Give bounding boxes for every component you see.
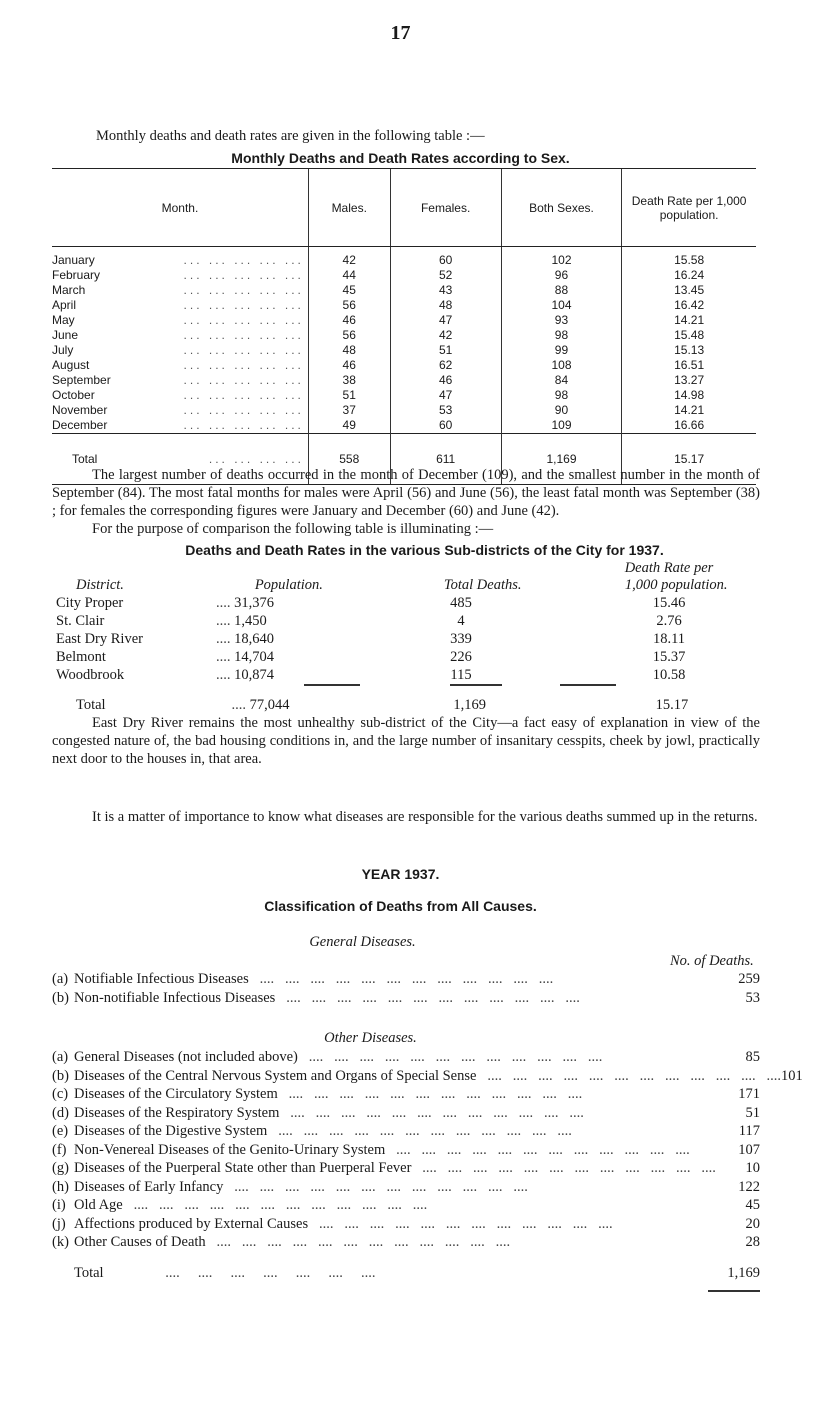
district-population: 18,640	[234, 631, 274, 647]
district-population: 31,376	[234, 595, 274, 611]
district-total-deaths-value: 4	[457, 613, 465, 629]
district-row: City Proper .... 31,376 485 15.46	[56, 594, 772, 612]
both-sexes-value: 90	[501, 403, 622, 418]
death-rate-value: 16.51	[622, 358, 756, 373]
other-diseases-list	[52, 1048, 803, 1252]
death-rate-value: 15.13	[622, 343, 756, 358]
item-label: Diseases of the Central Nervous System and Organs of Special Sense	[74, 1067, 477, 1084]
district-name: Belmont	[56, 649, 106, 665]
district-name: City Proper	[56, 595, 124, 611]
both-sexes-value: 98	[501, 388, 622, 403]
paragraph-largest-deaths: The largest number of deaths occurred in the month of December (109), and the smallest number in the month of September (84). The most fatal months for males were April (56) and June (56), the least fatal month was September (38) ; for females the corresponding figures were January and December (60) and June (42).	[52, 467, 760, 519]
males-value: 45	[308, 283, 390, 298]
col-header-females: Females.	[390, 169, 501, 247]
rule-grand-total	[708, 1290, 760, 1292]
district-rate-value: 18.11	[652, 631, 686, 647]
table-row: July ... ... ... ... ... 48 51 99 15.13	[52, 343, 756, 358]
both-sexes-value: 104	[501, 298, 622, 313]
district-population: 14,704	[234, 649, 274, 665]
table-row: October ... ... ... ... ... 51 47 98 14.98	[52, 388, 756, 403]
list-item: (f) Non-Venereal Diseases of the Genito-Urinary System .... .... .... .... .... .... .... .... .... .... .... .... 107	[52, 1141, 760, 1158]
list-item: (g) Diseases of the Puerperal State other than Puerperal Fever .... .... .... .... .... .... .... .... .... .... .... .... 10	[52, 1160, 760, 1176]
list-item: (a) General Diseases (not included above) .... .... .... .... .... .... .... .... .... .... .... .... 85	[52, 1049, 760, 1065]
total-row: Total ... ... ... ... 558 611 1,169 15.17	[52, 434, 756, 485]
death-rate-value: 16.24	[622, 268, 756, 283]
death-rate-value: 14.21	[622, 313, 756, 328]
total-females: 611	[390, 434, 501, 485]
both-sexes-value: 109	[501, 418, 622, 434]
females-value: 52	[390, 268, 501, 283]
females-value: 60	[390, 418, 501, 434]
total-both-sexes: 1,169	[501, 434, 622, 485]
both-sexes-value: 84	[501, 373, 622, 388]
district-row: St. Clair .... 1,450 4 2.76	[56, 612, 772, 630]
general-diseases-list	[52, 970, 760, 1007]
district-total-rate: 15.17	[655, 697, 689, 713]
item-death-count: 53	[745, 989, 760, 1006]
item-label: Diseases of the Circulatory System	[74, 1086, 278, 1102]
females-value: 47	[390, 388, 501, 403]
month-name: November	[52, 403, 108, 417]
item-death-count: 10	[745, 1160, 760, 1176]
district-name: Woodbrook	[56, 667, 125, 683]
both-sexes-value: 102	[501, 247, 622, 269]
item-key: (i)	[52, 1197, 66, 1213]
table-row: March ... ... ... ... ... 45 43 88 13.45	[52, 283, 756, 298]
list-item: (e) Diseases of the Digestive System .... .... .... .... .... .... .... .... .... .... .... .... 117	[52, 1123, 760, 1139]
death-rate-value: 13.27	[622, 373, 756, 388]
grand-total-row: Total .... .... .... .... .... .... .... 1,169	[74, 1265, 760, 1281]
item-label: Diseases of the Puerperal State other than Puerperal Fever	[74, 1160, 412, 1176]
item-label: Affections produced by External Causes	[74, 1215, 309, 1232]
month-name: June	[52, 328, 79, 342]
item-key: (b)	[52, 989, 69, 1006]
total-males: 558	[308, 434, 390, 485]
females-value: 42	[390, 328, 501, 343]
death-rate-value: 15.58	[622, 247, 756, 269]
item-death-count: 28	[745, 1234, 760, 1250]
month-name: May	[52, 313, 75, 327]
district-rate-value: 2.76	[656, 613, 682, 629]
col-header-month: Month.	[52, 169, 308, 247]
district-total-label: Total	[76, 697, 106, 713]
item-key: (j)	[52, 1215, 66, 1232]
males-value: 42	[308, 247, 390, 269]
table-row: June ... ... ... ... ... 56 42 98 15.48	[52, 328, 756, 343]
district-total-deaths-value: 115	[450, 667, 472, 683]
females-value: 48	[390, 298, 501, 313]
death-rate-value: 16.66	[622, 418, 756, 434]
death-rate-value: 15.48	[622, 328, 756, 343]
list-item: (j) Affections produced by External Causes .... .... .... .... .... .... .... .... .... .... .... .... 20	[52, 1215, 760, 1232]
females-value: 43	[390, 283, 501, 298]
item-key: (f)	[52, 1141, 67, 1158]
monthly-table-title: Monthly Deaths and Death Rates according to Sex.	[231, 150, 570, 166]
both-sexes-value: 96	[501, 268, 622, 283]
table-row: December ... ... ... ... ... 49 60 109 16.66	[52, 418, 756, 434]
month-name: February	[52, 268, 101, 282]
list-item: (d) Diseases of the Respiratory System .... .... .... .... .... .... .... .... .... .... .... .... 51	[52, 1104, 760, 1121]
item-label: General Diseases (not included above)	[74, 1049, 298, 1065]
females-value: 51	[390, 343, 501, 358]
both-sexes-value: 93	[501, 313, 622, 328]
females-value: 46	[390, 373, 501, 388]
item-death-count: 45	[745, 1197, 760, 1213]
males-value: 56	[308, 298, 390, 313]
list-item: (c) Diseases of the Circulatory System .... .... .... .... .... .... .... .... .... .... .... .... 171	[52, 1086, 760, 1102]
monthly-deaths-table	[52, 168, 756, 485]
district-rate-value: 10.58	[652, 667, 686, 683]
district-rate-header-top: Death Rate per	[624, 560, 714, 576]
males-value: 44	[308, 268, 390, 283]
list-item: (a) Notifiable Infectious Diseases .... .... .... .... .... .... .... .... .... .... .... .... 259	[52, 971, 760, 987]
other-diseases-heading: Other Diseases.	[324, 1030, 417, 1046]
district-table-body	[56, 594, 772, 684]
item-death-count: 101	[780, 1067, 803, 1084]
district-total-population: 77,044	[249, 697, 290, 713]
month-name: July	[52, 343, 74, 357]
table-row: April ... ... ... ... ... 56 48 104 16.42	[52, 298, 756, 313]
death-rate-value: 16.42	[622, 298, 756, 313]
list-item: (b) Non-notifiable Infectious Diseases .... .... .... .... .... .... .... .... .... .... .... .... 53	[52, 989, 760, 1006]
item-key: (g)	[52, 1160, 69, 1176]
item-death-count: 117	[738, 1123, 760, 1139]
district-population: 10,874	[234, 667, 274, 683]
table-row: January ... ... ... ... ... 42 60 102 15.58	[52, 247, 756, 269]
males-value: 48	[308, 343, 390, 358]
item-label: Other Causes of Death	[74, 1234, 206, 1250]
district-total-deaths-value: 226	[450, 649, 472, 665]
table-row: November ... ... ... ... ... 37 53 90 14.21	[52, 403, 756, 418]
list-item: (k) Other Causes of Death .... .... .... .... .... .... .... .... .... .... .... .... 28	[52, 1234, 760, 1250]
item-key: (a)	[52, 1049, 69, 1065]
paragraph-comparison: For the purpose of comparison the following table is illuminating :—	[92, 521, 494, 537]
month-name: October	[52, 388, 95, 402]
females-value: 53	[390, 403, 501, 418]
year-title: YEAR 1937.	[361, 866, 440, 882]
both-sexes-value: 88	[501, 283, 622, 298]
item-key: (a)	[52, 971, 69, 987]
item-death-count: 20	[745, 1215, 760, 1232]
males-value: 38	[308, 373, 390, 388]
females-value: 47	[390, 313, 501, 328]
males-value: 46	[308, 313, 390, 328]
item-label: Diseases of Early Infancy	[74, 1178, 224, 1195]
females-value: 62	[390, 358, 501, 373]
males-value: 56	[308, 328, 390, 343]
grand-total-value: 1,169	[727, 1265, 760, 1281]
death-rate-value: 14.21	[622, 403, 756, 418]
district-row: Woodbrook .... 10,874 115 10.58	[56, 666, 772, 684]
table-row: May ... ... ... ... ... 46 47 93 14.21	[52, 313, 756, 328]
classification-title: Classification of Deaths from All Causes.	[264, 898, 537, 914]
males-value: 51	[308, 388, 390, 403]
rule-deaths	[450, 684, 502, 686]
item-death-count: 51	[745, 1104, 760, 1121]
deaths-column-header: No. of Deaths.	[670, 953, 754, 969]
district-row: Belmont .... 14,704 226 15.37	[56, 648, 772, 666]
item-key: (b)	[52, 1067, 69, 1084]
death-rate-value: 14.98	[622, 388, 756, 403]
monthly-table-body	[52, 247, 756, 485]
district-name: St. Clair	[56, 613, 105, 629]
month-name: September	[52, 373, 111, 387]
district-header-population: Population.	[254, 577, 323, 593]
district-total-deaths: 1,169	[453, 697, 486, 713]
males-value: 49	[308, 418, 390, 434]
list-item: (h) Diseases of Early Infancy .... .... .... .... .... .... .... .... .... .... .... .... 122	[52, 1178, 760, 1195]
district-population: 1,450	[234, 613, 267, 629]
item-key: (k)	[52, 1234, 69, 1250]
item-death-count: 171	[738, 1086, 760, 1102]
page-number: 17	[390, 22, 411, 44]
col-header-males: Males.	[308, 169, 390, 247]
list-item: (i) Old Age .... .... .... .... .... .... .... .... .... .... .... .... 45	[52, 1197, 760, 1213]
table-row: February ... ... ... ... ... 44 52 96 16.24	[52, 268, 756, 283]
item-label: Old Age	[74, 1197, 123, 1213]
females-value: 60	[390, 247, 501, 269]
district-header-district: District.	[76, 577, 124, 593]
item-key: (d)	[52, 1104, 69, 1121]
item-key: (h)	[52, 1178, 69, 1195]
month-name: April	[52, 298, 77, 312]
district-total-deaths-value: 485	[450, 595, 472, 611]
item-label: Non-notifiable Infectious Diseases	[74, 989, 276, 1006]
district-name: East Dry River	[56, 631, 143, 647]
district-rate-value: 15.46	[652, 595, 686, 611]
item-death-count: 85	[745, 1049, 760, 1065]
item-label: Diseases of the Digestive System	[74, 1123, 268, 1139]
item-label: Diseases of the Respiratory System	[74, 1104, 280, 1121]
paragraph-importance: It is a matter of importance to know what diseases are responsible for the various deaths summed up in the returns.	[92, 809, 758, 825]
district-header-rate: 1,000 population.	[624, 577, 728, 593]
paragraph-east-dry-river: East Dry River remains the most unhealthy sub-district of the City—a fact easy of explanation in view of the congested nature of, the bad housing conditions in, and the large number of insanitary cesspits, cheek by jowl, practically next door to the houses in, that area.	[52, 715, 760, 767]
item-label: Non-Venereal Diseases of the Genito-Urinary System	[74, 1141, 386, 1158]
item-key: (c)	[52, 1086, 69, 1102]
general-diseases-heading: General Diseases.	[309, 934, 416, 950]
district-table-title: Deaths and Death Rates in the various Sub-districts of the City for 1937.	[185, 542, 664, 558]
item-death-count: 259	[738, 971, 760, 987]
males-value: 37	[308, 403, 390, 418]
table-row: September ... ... ... ... ... 38 46 84 13.27	[52, 373, 756, 388]
both-sexes-value: 108	[501, 358, 622, 373]
total-label: Total	[72, 451, 98, 466]
rule-rate	[560, 684, 616, 686]
item-key: (e)	[52, 1123, 69, 1139]
col-header-death-rate: Death Rate per 1,000 population.	[622, 169, 756, 247]
district-table: Death Rate per District. Population. Total Deaths. 1,000 population. City Proper .... 31,376 485 15.46 St. Clair .... 1,450 4 2.76 East Dry River .... 18,640 339 18.11 Belmont .... 14,704 226 15.37 Woodbrook .... 10,874 115 10.58 Total .... 77,044 1,169 15.17	[56, 560, 772, 714]
district-total-deaths-value: 339	[450, 631, 472, 647]
males-value: 46	[308, 358, 390, 373]
month-name: March	[52, 283, 86, 297]
item-death-count: 122	[738, 1178, 760, 1195]
item-death-count: 107	[738, 1141, 760, 1158]
col-header-both-sexes: Both Sexes.	[501, 169, 622, 247]
table-row: August ... ... ... ... ... 46 62 108 16.51	[52, 358, 756, 373]
death-rate-value: 13.45	[622, 283, 756, 298]
month-name: August	[52, 358, 90, 372]
total-death-rate: 15.17	[622, 434, 756, 485]
both-sexes-value: 99	[501, 343, 622, 358]
district-row: East Dry River .... 18,640 339 18.11	[56, 630, 772, 648]
month-name: December	[52, 418, 108, 432]
district-header-total-deaths: Total Deaths.	[443, 577, 522, 593]
intro-text: Monthly deaths and death rates are given in the following table :—	[96, 128, 485, 144]
grand-total-label: Total	[74, 1265, 104, 1281]
item-label: Notifiable Infectious Diseases	[74, 971, 249, 987]
district-rate-value: 15.37	[652, 649, 686, 665]
month-name: January	[52, 253, 95, 267]
list-item: (b) Diseases of the Central Nervous System and Organs of Special Sense .... .... .... .... .... .... .... .... .... .... .... .... 101	[52, 1067, 803, 1084]
both-sexes-value: 98	[501, 328, 622, 343]
rule-population	[304, 684, 360, 686]
